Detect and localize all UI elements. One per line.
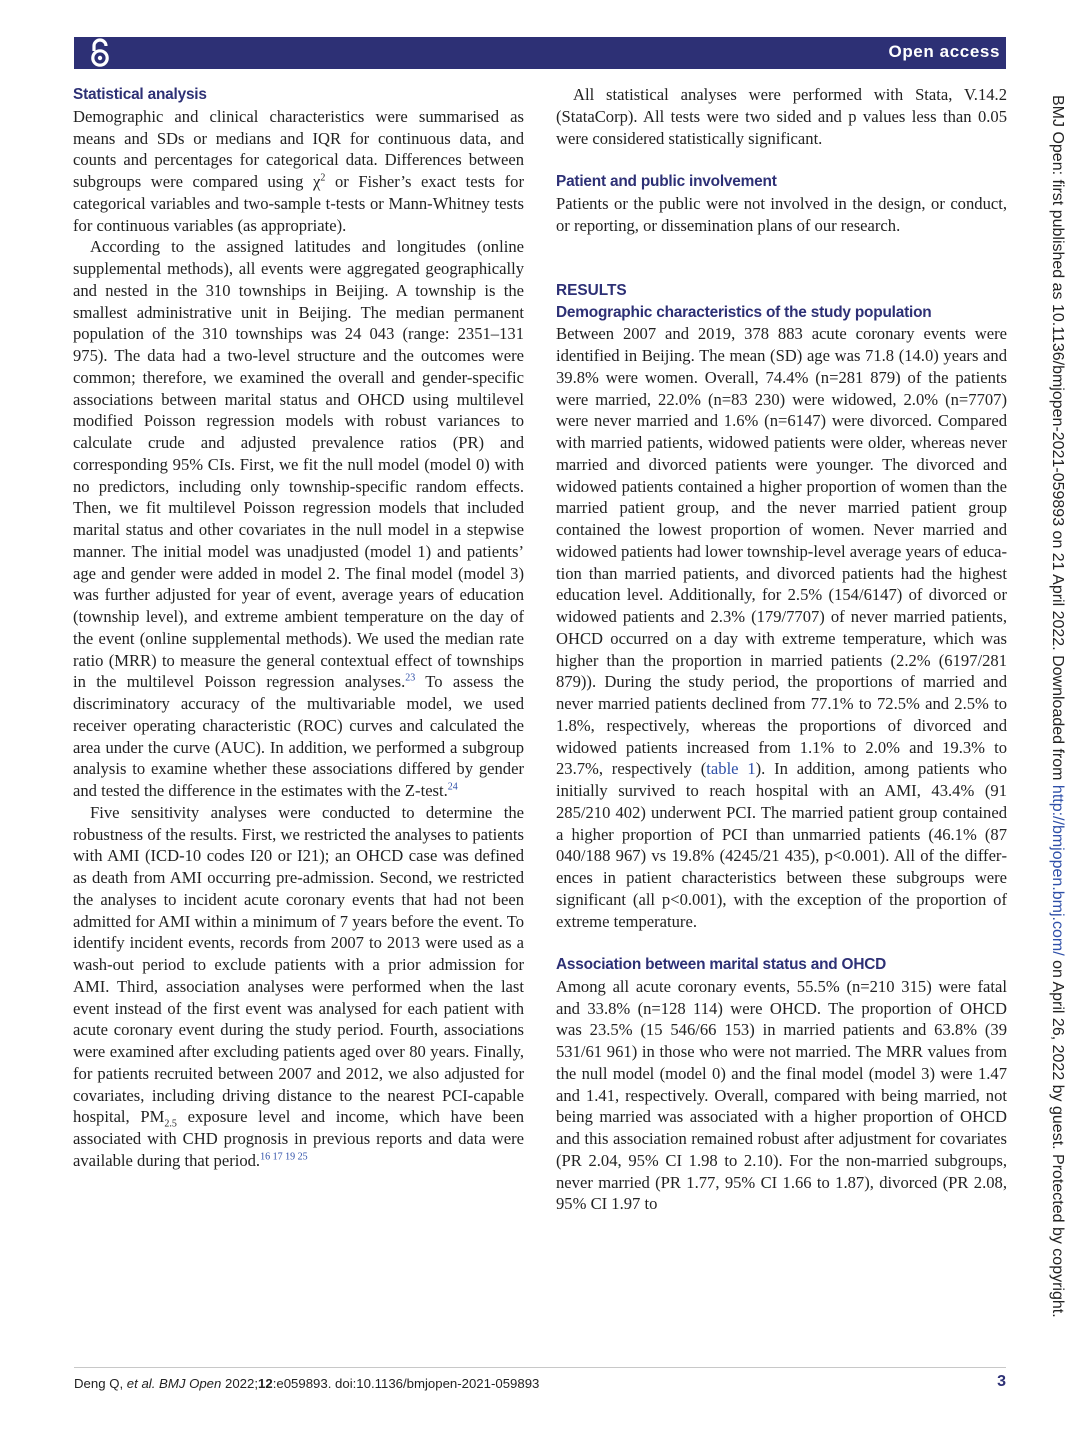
journal-header-bar [74,37,1006,69]
left-column [73,84,524,1172]
open-access-label: Open access [888,42,1000,61]
citation-link[interactable]: 24 [447,781,458,793]
paragraph: Among all acute coronary events, 55.5% (n=210 315) were fatal and 33.8% (n=128 114) were OHCD. The proportion of OHCD was 23.5% (15 546/66 153) in married patients and 63.8% (39 531/61 961) in those who were not married. The MRR values from the null model (model 0) and the final model (model 3) were 1.47 and 1.41, respectively. Overall, compared with being married, not being married was associated with a higher proportion of OHCD and this association remained robust after adjustment for covariates (PR 2.04, 95% CI 1.98 to 2.10). For the non-married subgroups, never married (PR 1.77, 95% CI 1.66 to 1.87), divorced (PR 2.08, 95% CI 1.97 to [556,976,1007,1214]
table-1-link[interactable]: table 1 [706,759,756,779]
paragraph: According to the assigned latitudes and longitudes (online supplemental methods), all events were aggregated geographically and nested in the 310 townships in Beijing. A township is the smallest administrative unit in Beijing. The median permanent population of the 310 townships was 24 043 (range: 2351–131 975). The data had a two-level structure and the outcomes were common; therefore, we examined the overall and gender-specific associations between marital status and OHCD using multilevel modified Poisson regression models with robust variances to calculate crude and adjusted prevalence ratios (PR) and corresponding 95% CIs. First, we fit the null model (model 0) with no predictors, including only township-specific random effects. Then, we fit multilevel Poisson regression models that included marital status and other covariates in the null model in a stepwise manner. The initial model was unadjusted (model 1) and patients’ age and gender were added in model 2. The final model (model 3) was further adjusted for year of event, average years of education (township level), and extreme ambient temperature on the day of the event (online supplemental methods). We used the median rate ratio (MRR) to measure the general contextual effect of townships in the multilevel Poisson regression analyses.$^{23}$ To assess the discriminatory accuracy of the multivariable model, we used receiver operating characteristic (ROC) curves and calculated the area under the curve (AUC). In addition, we performed a subgroup analysis to examine whether these associations differed by gender and tested the difference in the estimates with the Z-test.$^{24}$ [73,237,524,800]
copyright-sidebar: BMJ Open: first published as 10.1136/bmjopen-2021-059893 on 21 April 2022. Downloaded from http://bmjopen.bmj.com/ on April 26, 2022 by guest. Protected by copyright. [1049,95,1066,1318]
paragraph: Patients or the public were not involved in the design, or conduct, or reporting, or dissemination plans of our research. [556,193,1007,235]
heading-statistical-analysis: Statistical analysis [73,86,207,103]
paragraph: Between 2007 and 2019, 378 883 acute coronary events were identified in Beijing. The mean (SD) age was 71.8 (14.0) years and 39.8% were women. Overall, 74.4% (n=281 879) of the patients were married, 22.0% (n=83 230) were widowed, 2.0% (n=7707) were never married and 1.6% (n=6147) were divorced. Compared with married patients, widowed patients were older, whereas never married and divorced patients were younger. The divorced and widowed patients contained a higher proportion of women than the married patient group, and the never married patient group contained the lowest proportion of women. Never married and widowed patients had lower township-level average years of education than married patients, and divorced patients had the highest education level. Additionally, for 2.5% (154/6147) of divorced or widowed patients and 2.3% (179/7707) of never married patients, OHCD occurred on a day with extreme temperature, which was higher than the proportion in married patients (2.2% (6197/281 879)). During the study period, the proportions of married and never married patients declined from 77.1% to 72.5% and 2.5% to 1.8%, respectively, whereas the proportions of divorced and widowed patients increased from 1.1% to 2.0% and 19.3% to 23.7%, respectively (table 1). In addition, among patients who initially survived to reach hospital with an AMI, 43.4% (91 285/210 402) underwent PCI. The married patient group contained a higher proportion of PCI than unmarried patients (46.1% (87 040/188 967) vs 19.8% (4245/21 435), p<0.001). All of the differences in patient characteristics between these subgroups were significant (all p<0.001), with the exception of the proportion of extreme temperature. [556,324,1007,931]
heading-patient-public-involvement: Patient and public involvement [556,173,777,190]
citation-link[interactable]: 23 [405,672,416,684]
footer-divider [74,1367,1006,1368]
paragraph: Demographic and clinical characteristics were summarised as means and SDs or medians and IQR for continuous data, and counts and percentages for categorical data. Differences between subgroups were compared using $\chi^2$ or Fisher’s exact tests for categorical variables and two-sample t-tests or Mann-Whitney tests for continuous variables (as appropriate). [73,106,524,235]
page-number: 3 [997,1373,1006,1390]
citation-line: Deng Q, et al. BMJ Open 2022;12:e059893. doi:10.1136/bmjopen-2021-059893 [74,1376,540,1391]
bmjopen-link[interactable]: http://bmjopen.bmj.com/ [1049,784,1066,956]
paragraph: All statistical analyses were performed with Stata, V.14.2 (StataCorp). All tests were two sided and p values less than 0.05 were considered statistically significant. [556,85,1007,148]
heading-association-marital-ohcd: Association between marital status and OHCD [556,956,887,973]
paragraph: Five sensitivity analyses were conducted to determine the robustness of the results. First, we restricted the analyses to patients with AMI (ICD-10 codes I20 or I21); an OHCD case was defined as death from AMI occurring pre-admission. Second, we restricted the analyses to incident acute coronary events that had not been admitted for AMI within a minimum of 7 years before the event. To identify incident events, records from 2007 to 2013 were used as a wash-out period to exclude patients with a prior admission for AMI. Third, association analyses were performed when the last event instead of the first event was analysed for each patient with acute coronary event during the study period. Fourth, associations were examined after excluding patients aged over 80 years. Finally, for patients recruited between 2007 and 2012, we also adjusted for covariates, including driving distance to the nearest PCI-capable hospital, $PM_{2.5}$ exposure level and income, which have been associated with CHD prognosis in previous reports and data were available during that period.$^{16 17 19 25}$ [73,802,524,1170]
heading-results: RESULTS [556,281,627,299]
citation-link[interactable]: 16 17 19 25 [260,1151,308,1163]
open-access-icon [88,38,112,68]
right-column [556,84,1007,1215]
heading-demographic-characteristics: Demographic characteristics of the study population [556,303,932,321]
